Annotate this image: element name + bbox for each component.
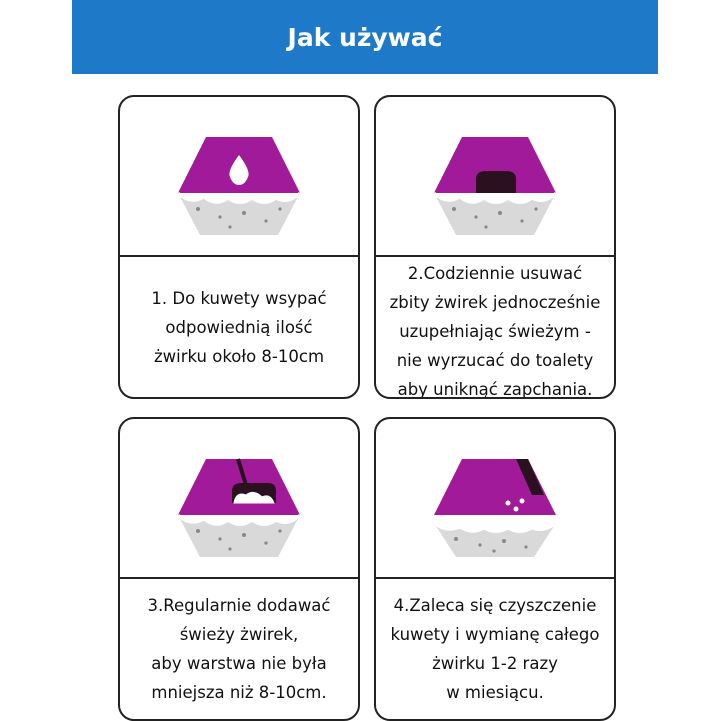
page-title: Jak używać bbox=[72, 0, 658, 74]
litter-drop-icon bbox=[120, 97, 358, 255]
litter-clump-icon bbox=[376, 97, 614, 255]
step-line: aby warstwa nie była bbox=[151, 654, 327, 673]
litter-scoop-icon bbox=[120, 419, 358, 577]
step-line: nie wyrzucać do toalety bbox=[396, 351, 594, 370]
step-line: 2.Codziennie usuwać bbox=[407, 264, 583, 283]
step-text bbox=[120, 257, 358, 397]
step-line: 3.Regularnie dodawać bbox=[147, 596, 331, 615]
step-line: aby uniknąć zapchania. bbox=[397, 380, 593, 399]
step-line: w miesiącu. bbox=[446, 683, 544, 702]
step-line: 1. Do kuwety wsypać bbox=[151, 288, 327, 308]
step-line: 4.Zaleca się czyszczenie bbox=[393, 596, 597, 615]
step-text bbox=[376, 579, 614, 719]
step-text bbox=[120, 579, 358, 719]
step-line: żwirku około 8-10cm bbox=[153, 346, 325, 366]
step-text bbox=[376, 257, 614, 397]
step-card-2 bbox=[374, 95, 616, 399]
step-card-1 bbox=[118, 95, 360, 399]
step-card-3 bbox=[118, 417, 360, 721]
step-line: odpowiednią ilość bbox=[165, 317, 313, 337]
step-line: mniejsza niż 8-10cm. bbox=[151, 683, 327, 702]
step-line: uzupełniając świeżym - bbox=[399, 322, 591, 341]
step-card-4 bbox=[374, 417, 616, 721]
step-line: żwirku 1-2 razy bbox=[432, 654, 558, 673]
litter-clean-icon bbox=[376, 419, 614, 577]
step-line: zbity żwirek jednocześnie bbox=[389, 293, 601, 312]
step-line: kuwety i wymianę całego bbox=[390, 625, 600, 644]
step-line: świeży żwirek, bbox=[179, 625, 299, 644]
